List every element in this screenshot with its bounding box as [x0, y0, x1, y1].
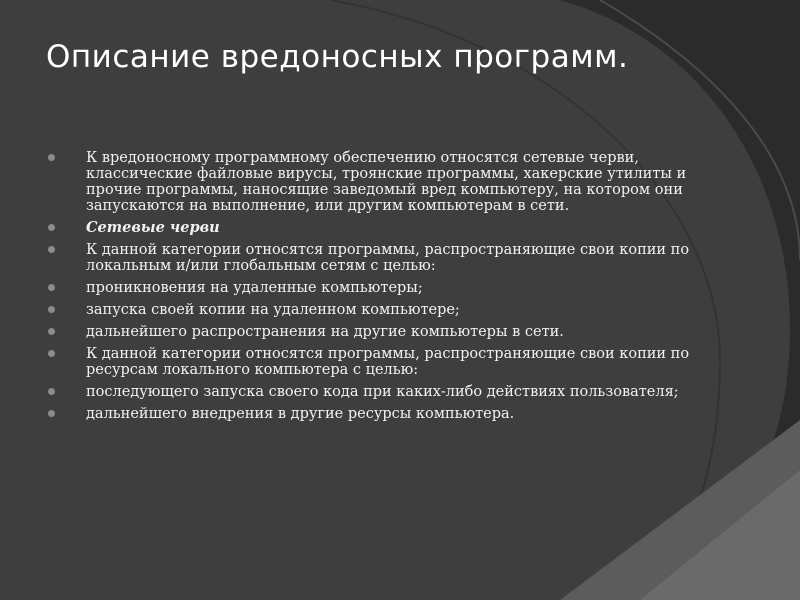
bullet-list	[46, 150, 696, 428]
bullet-icon	[48, 328, 55, 335]
list-item	[46, 384, 696, 400]
list-item-text: последующего запуска своего кода при каких-либо действиях пользователя;	[86, 384, 679, 400]
bullet-icon	[48, 246, 55, 253]
list-item-text: К данной категории относятся программы, распространяющие свои копии по ресурсам локального компьютера с целью:	[86, 346, 690, 378]
list-item-text: Сетевые черви	[86, 219, 220, 236]
list-item	[46, 406, 696, 422]
bullet-icon	[48, 410, 55, 417]
list-item-text: дальнейшего внедрения в другие ресурсы компьютера.	[86, 406, 515, 422]
bullet-icon	[48, 154, 55, 161]
bullet-icon	[48, 388, 55, 395]
bullet-icon	[48, 350, 55, 357]
list-item-text: К данной категории относятся программы, распространяющие свои копии по локальным и/или глобальным сетям с целью:	[86, 242, 690, 274]
list-item	[46, 324, 696, 340]
list-item	[46, 150, 696, 214]
list-item-heading	[46, 220, 696, 236]
list-item	[46, 242, 696, 274]
list-item	[46, 280, 696, 296]
list-item	[46, 302, 696, 318]
bullet-icon	[48, 284, 55, 291]
list-item-text: дальнейшего распространения на другие компьютеры в сети.	[86, 324, 564, 340]
list-item	[46, 346, 696, 378]
list-item-text: запуска своей копии на удаленном компьютере;	[86, 302, 460, 318]
bullet-icon	[48, 224, 55, 231]
list-item-text: К вредоносному программному обеспечению относятся сетевые черви, классические файловые вирусы, троянские программы, хакерские утилиты и прочие программы, наносящие заведомый вред компьютеру, на котором они запускаются на выполнение, или другим компьютерам в сети.	[86, 150, 687, 214]
slide-title: Описание вредоносных программ.	[46, 39, 629, 75]
list-item-text: проникновения на удаленные компьютеры;	[86, 280, 423, 296]
bullet-icon	[48, 306, 55, 313]
